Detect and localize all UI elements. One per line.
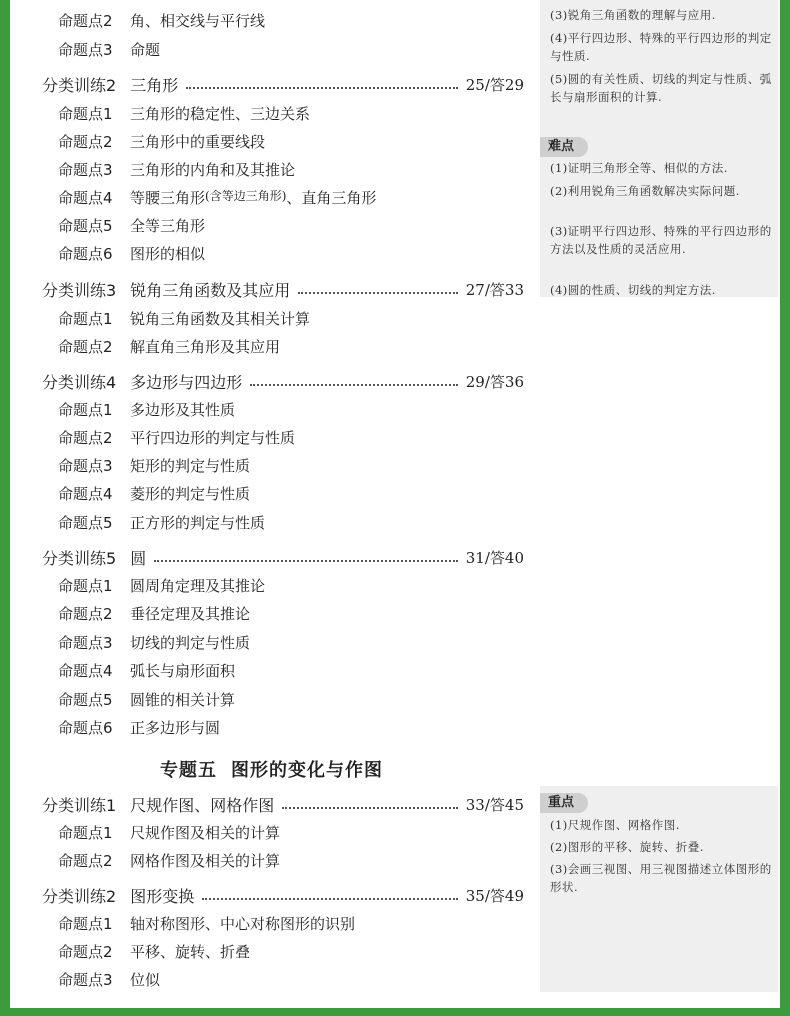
unit-page: 31/答40: [465, 549, 524, 567]
point-text: 角、相交线与平行线: [130, 12, 266, 30]
unit-name: 锐角三角函数及其应用: [130, 281, 291, 300]
point-label: 命题点1: [58, 824, 113, 842]
point-label: 命题点4: [58, 189, 113, 207]
bottom-green-border: [0, 1008, 790, 1016]
point-text: 圆周角定理及其推论: [130, 577, 266, 595]
point-label: 命题点2: [58, 338, 113, 356]
toc-point[interactable]: [58, 941, 250, 962]
point-label: 命题点3: [58, 634, 113, 652]
point-label: 命题点1: [58, 401, 113, 419]
point-text: 平行四边形的判定与性质: [130, 429, 296, 447]
point-label: 命题点1: [58, 915, 113, 933]
toc-point[interactable]: [58, 575, 265, 596]
key-item: (3)锐角三角函数的理解与应用.: [550, 8, 716, 22]
toc-point[interactable]: [58, 660, 235, 681]
toc-point[interactable]: [58, 512, 265, 533]
key-item: (4)平行四边形、特殊的平行四边形的判定与性质.: [550, 31, 772, 63]
point-label: 命题点3: [58, 971, 113, 989]
point-label: 命题点3: [58, 41, 113, 59]
point-text: 圆锥的相关计算: [130, 691, 236, 709]
unit-label: 分类训练3: [42, 281, 117, 300]
toc-point[interactable]: [58, 308, 310, 329]
point-text: 平移、旋转、折叠: [130, 943, 251, 961]
key-item: (2)图形的平移、旋转、折叠.: [550, 840, 704, 854]
toc-point[interactable]: [58, 822, 280, 843]
leader-dots: [282, 807, 458, 809]
difficulty-item: (3)证明平行四边形、特殊的平行四边形的方法以及性质的灵活应用.: [550, 224, 772, 256]
toc-point[interactable]: [58, 717, 220, 738]
toc-point[interactable]: [58, 427, 295, 448]
key-item: (3)会画三视图、用三视图描述立体图形的形状.: [550, 862, 772, 894]
unit-label: 分类训练1: [42, 796, 117, 815]
unit-label: 分类训练4: [42, 373, 117, 392]
unit-name: 尺规作图、网格作图: [130, 796, 275, 815]
unit-page: 27/答33: [465, 281, 524, 299]
point-text: 垂径定理及其推论: [130, 605, 251, 623]
difficulty-item: (1)证明三角形全等、相似的方法.: [550, 161, 728, 175]
point-label: 命题点6: [58, 245, 113, 263]
toc-point[interactable]: [58, 10, 265, 31]
point-text: 轴对称图形、中心对称图形的识别: [130, 915, 356, 933]
toc-point[interactable]: [58, 39, 160, 60]
point-text: 命题: [130, 41, 161, 59]
point-label: 命题点5: [58, 217, 113, 235]
key-points-tag: 重点: [540, 793, 588, 813]
toc-point[interactable]: [58, 187, 376, 208]
left-green-border: [0, 0, 10, 1016]
unit-page: 25/答29: [465, 76, 524, 94]
leader-dots: [250, 384, 458, 386]
point-label: 命题点2: [58, 943, 113, 961]
toc-point[interactable]: [58, 159, 295, 180]
difficulty-item: (4)圆的性质、切线的判定方法.: [550, 283, 716, 297]
point-text: 图形的相似: [130, 245, 206, 263]
unit-name: 图形变换: [130, 887, 195, 906]
unit-label: 分类训练2: [42, 76, 117, 95]
point-label: 命题点5: [58, 514, 113, 532]
toc-point[interactable]: [58, 913, 355, 934]
toc-point[interactable]: [58, 689, 235, 710]
toc-point[interactable]: [58, 969, 160, 990]
point-label: 命题点3: [58, 457, 113, 475]
special-topic-heading[interactable]: [160, 756, 383, 782]
toc-point[interactable]: [58, 399, 235, 420]
right-green-border: [780, 0, 790, 1016]
point-label: 命题点1: [58, 577, 113, 595]
toc-unit-circle[interactable]: [42, 546, 524, 569]
toc-point[interactable]: [58, 455, 250, 476]
unit-label: 分类训练2: [42, 887, 117, 906]
toc-unit-construction[interactable]: [42, 793, 524, 816]
point-text: 位似: [130, 971, 161, 989]
point-text: 全等三角形: [130, 217, 206, 235]
point-label: 命题点2: [58, 852, 113, 870]
point-label: 命题点3: [58, 161, 113, 179]
difficulty-item: (2)利用锐角三角函数解决实际问题.: [550, 184, 740, 198]
point-text: 正多边形与圆: [130, 719, 221, 737]
point-text: 菱形的判定与性质: [130, 485, 251, 503]
toc-point[interactable]: [58, 131, 265, 152]
point-text: 三角形的稳定性、三边关系: [130, 105, 311, 123]
toc-point[interactable]: [58, 103, 310, 124]
unit-page: 35/答49: [465, 887, 524, 905]
point-text: 切线的判定与性质: [130, 634, 251, 652]
unit-name: 三角形: [130, 76, 179, 95]
difficulty-tag: 难点: [540, 137, 588, 157]
point-text: 弧长与扇形面积: [130, 662, 236, 680]
toc-point[interactable]: [58, 483, 250, 504]
toc-point[interactable]: [58, 603, 250, 624]
unit-page: 33/答45: [465, 796, 524, 814]
point-text: 等腰三角形: [130, 189, 206, 207]
point-text: 尺规作图及相关的计算: [130, 824, 281, 842]
point-text: 网格作图及相关的计算: [130, 852, 281, 870]
point-text: 三角形中的重要线段: [130, 133, 266, 151]
toc-point[interactable]: [58, 850, 280, 871]
leader-dots: [202, 898, 458, 900]
point-text: 正方形的判定与性质: [130, 514, 266, 532]
point-text-tail: 、直角三角形: [286, 189, 377, 207]
toc-point[interactable]: [58, 243, 205, 264]
toc-unit-triangles[interactable]: [42, 73, 524, 96]
leader-dots: [154, 560, 458, 562]
toc-point[interactable]: [58, 215, 205, 236]
unit-name: 多边形与四边形: [130, 373, 243, 392]
point-label: 命题点2: [58, 429, 113, 447]
toc-unit-transform[interactable]: [42, 884, 524, 907]
point-label: 命题点6: [58, 719, 113, 737]
side-notes-bottom: [540, 786, 778, 992]
point-text: 解直角三角形及其应用: [130, 338, 281, 356]
point-text: 锐角三角函数及其相关计算: [130, 310, 311, 328]
point-label: 命题点2: [58, 133, 113, 151]
toc-point[interactable]: [58, 336, 280, 357]
point-note: (含等边三角形): [205, 189, 287, 203]
unit-name: 圆: [130, 549, 147, 568]
point-label: 命题点5: [58, 691, 113, 709]
leader-dots: [186, 87, 458, 89]
special-title: 图形的变化与作图: [231, 760, 383, 781]
key-item: (5)圆的有关性质、切线的判定与性质、弧长与扇形面积的计算.: [550, 72, 772, 104]
point-label: 命题点1: [58, 105, 113, 123]
special-label: 专题五: [160, 760, 217, 781]
point-text: 多边形及其性质: [130, 401, 236, 419]
point-label: 命题点2: [58, 12, 113, 30]
toc-point[interactable]: [58, 632, 250, 653]
point-label: 命题点2: [58, 605, 113, 623]
unit-page: 29/答36: [465, 373, 524, 391]
point-text: 三角形的内角和及其推论: [130, 161, 296, 179]
point-label: 命题点4: [58, 662, 113, 680]
toc-unit-trig[interactable]: [42, 278, 524, 301]
unit-label: 分类训练5: [42, 549, 117, 568]
key-item: (1)尺规作图、网格作图.: [550, 818, 680, 832]
point-label: 命题点1: [58, 310, 113, 328]
toc-unit-polygons[interactable]: [42, 370, 524, 393]
point-text: 矩形的判定与性质: [130, 457, 251, 475]
point-label: 命题点4: [58, 485, 113, 503]
leader-dots: [298, 292, 458, 294]
